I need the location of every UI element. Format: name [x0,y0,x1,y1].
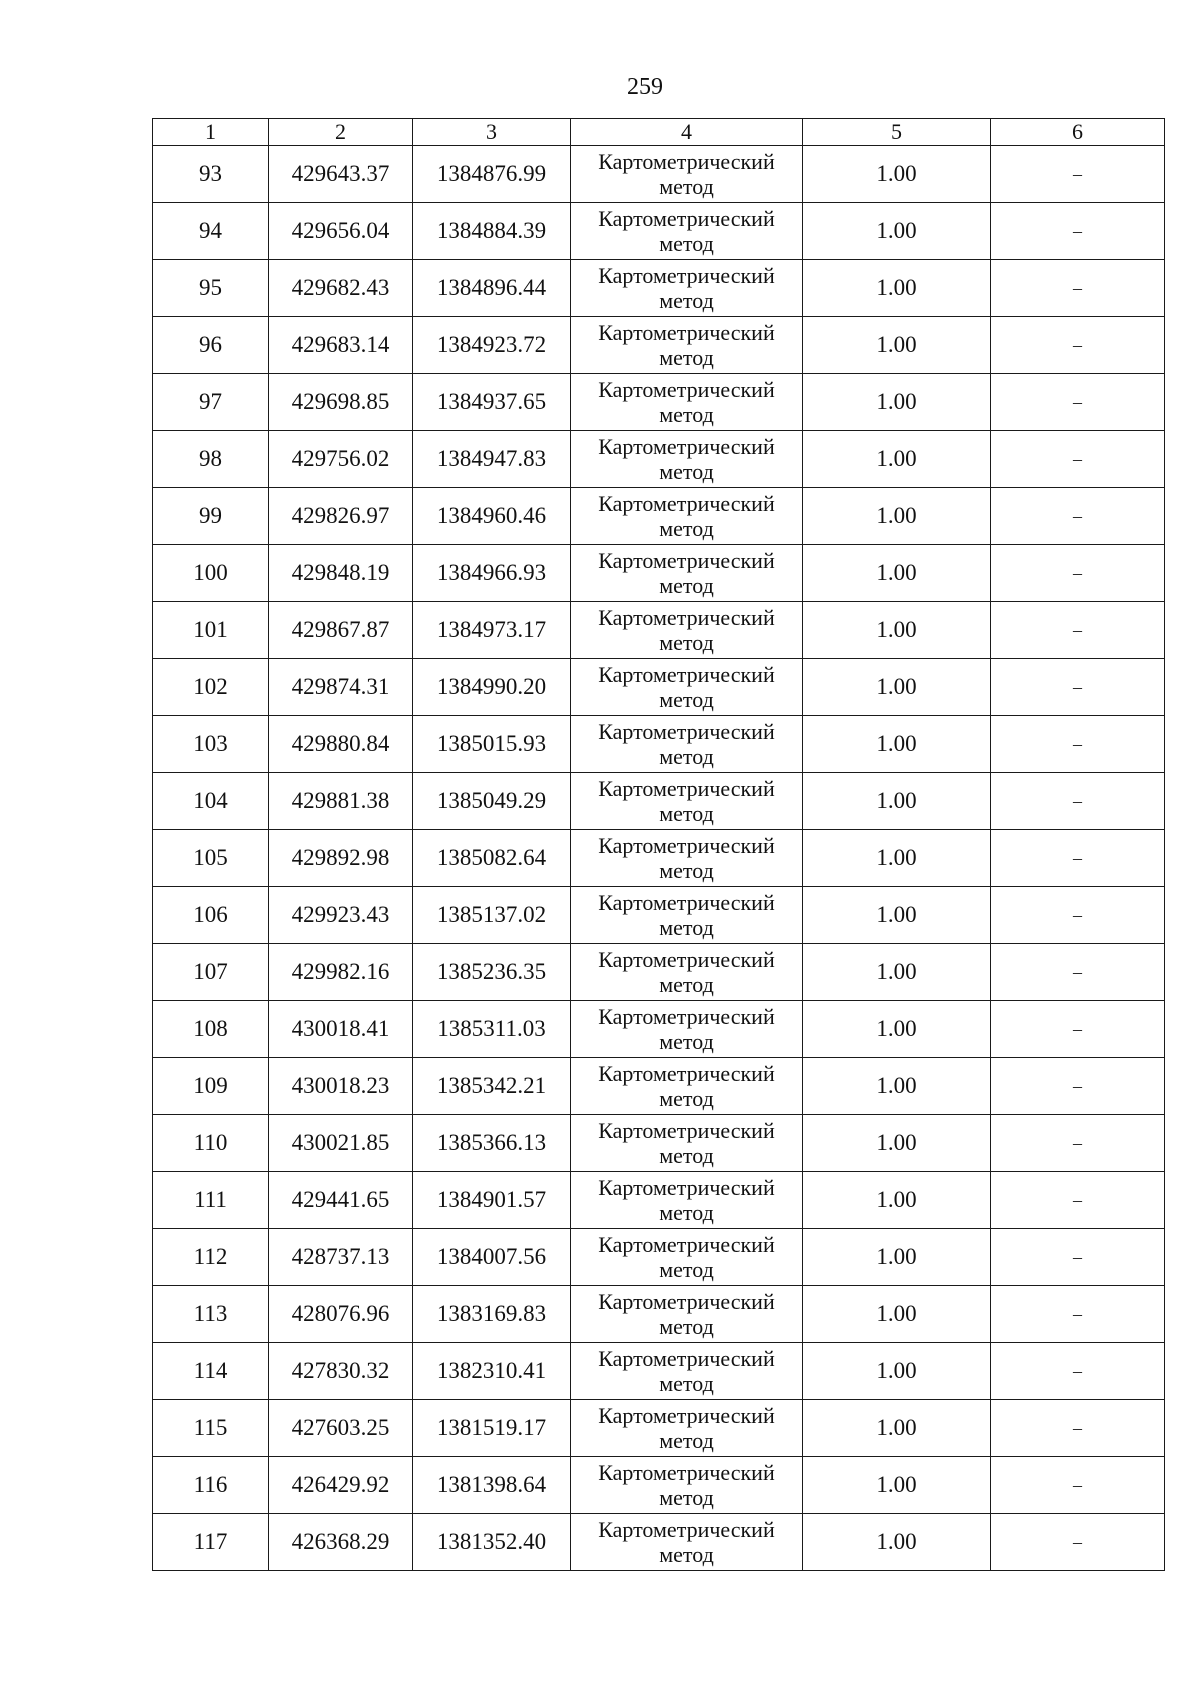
y-coordinate-cell: 1384896.44 [413,260,571,317]
method-cell: Картометрический метод [571,374,803,431]
x-coordinate-cell: 429982.16 [269,944,413,1001]
x-coordinate-cell: 429682.43 [269,260,413,317]
x-coordinate-cell: 429881.38 [269,773,413,830]
method-cell: Картометрический метод [571,1172,803,1229]
x-coordinate-cell: 429683.14 [269,317,413,374]
table-row [153,146,1165,203]
y-coordinate-cell: 1384937.65 [413,374,571,431]
x-coordinate-cell: 429698.85 [269,374,413,431]
note-cell: – [991,1457,1165,1514]
y-coordinate-cell: 1385137.02 [413,887,571,944]
method-cell: Картометрический метод [571,1343,803,1400]
note-cell: – [991,944,1165,1001]
y-coordinate-cell: 1384990.20 [413,659,571,716]
table-row [153,1229,1165,1286]
y-coordinate-cell: 1384966.93 [413,545,571,602]
accuracy-cell: 1.00 [803,203,991,260]
accuracy-cell: 1.00 [803,545,991,602]
method-cell: Картометрический метод [571,317,803,374]
point-number-cell: 114 [153,1343,269,1400]
table-body [153,146,1165,1571]
note-cell: – [991,1115,1165,1172]
table-row [153,1058,1165,1115]
method-cell: Картометрический метод [571,431,803,488]
note-cell: – [991,488,1165,545]
note-cell: – [991,431,1165,488]
column-header-accuracy: 5 [803,119,991,146]
accuracy-cell: 1.00 [803,716,991,773]
point-number-cell: 98 [153,431,269,488]
y-coordinate-cell: 1384884.39 [413,203,571,260]
x-coordinate-cell: 429656.04 [269,203,413,260]
y-coordinate-cell: 1385082.64 [413,830,571,887]
method-cell: Картометрический метод [571,1286,803,1343]
point-number-cell: 112 [153,1229,269,1286]
note-cell: – [991,1229,1165,1286]
point-number-cell: 117 [153,1514,269,1571]
note-cell: – [991,1001,1165,1058]
note-cell: – [991,146,1165,203]
point-number-cell: 102 [153,659,269,716]
method-cell: Картометрический метод [571,1058,803,1115]
point-number-cell: 106 [153,887,269,944]
y-coordinate-cell: 1384923.72 [413,317,571,374]
method-cell: Картометрический метод [571,1115,803,1172]
accuracy-cell: 1.00 [803,602,991,659]
method-cell: Картометрический метод [571,203,803,260]
table-row [153,488,1165,545]
note-cell: – [991,374,1165,431]
point-number-cell: 107 [153,944,269,1001]
table-row [153,1286,1165,1343]
y-coordinate-cell: 1384876.99 [413,146,571,203]
x-coordinate-cell: 428737.13 [269,1229,413,1286]
point-number-cell: 105 [153,830,269,887]
point-number-cell: 110 [153,1115,269,1172]
table-row [153,1001,1165,1058]
accuracy-cell: 1.00 [803,1286,991,1343]
y-coordinate-cell: 1383169.83 [413,1286,571,1343]
accuracy-cell: 1.00 [803,431,991,488]
y-coordinate-cell: 1384901.57 [413,1172,571,1229]
point-number-cell: 97 [153,374,269,431]
note-cell: – [991,887,1165,944]
accuracy-cell: 1.00 [803,1001,991,1058]
y-coordinate-cell: 1385366.13 [413,1115,571,1172]
method-cell: Картометрический метод [571,1001,803,1058]
x-coordinate-cell: 429643.37 [269,146,413,203]
column-header-point-number: 1 [153,119,269,146]
x-coordinate-cell: 430018.23 [269,1058,413,1115]
method-cell: Картометрический метод [571,1457,803,1514]
y-coordinate-cell: 1381519.17 [413,1400,571,1457]
y-coordinate-cell: 1384947.83 [413,431,571,488]
column-header-x-coordinate: 2 [269,119,413,146]
accuracy-cell: 1.00 [803,887,991,944]
x-coordinate-cell: 429892.98 [269,830,413,887]
x-coordinate-cell: 429880.84 [269,716,413,773]
accuracy-cell: 1.00 [803,1400,991,1457]
method-cell: Картометрический метод [571,1400,803,1457]
point-number-cell: 116 [153,1457,269,1514]
method-cell: Картометрический метод [571,1229,803,1286]
point-number-cell: 111 [153,1172,269,1229]
point-number-cell: 113 [153,1286,269,1343]
method-cell: Картометрический метод [571,1514,803,1571]
table-row [153,545,1165,602]
accuracy-cell: 1.00 [803,488,991,545]
accuracy-cell: 1.00 [803,830,991,887]
point-number-cell: 93 [153,146,269,203]
point-number-cell: 108 [153,1001,269,1058]
note-cell: – [991,602,1165,659]
x-coordinate-cell: 430018.41 [269,1001,413,1058]
accuracy-cell: 1.00 [803,1229,991,1286]
table-row [153,1400,1165,1457]
method-cell: Картометрический метод [571,716,803,773]
method-cell: Картометрический метод [571,659,803,716]
column-header-method: 4 [571,119,803,146]
x-coordinate-cell: 428076.96 [269,1286,413,1343]
y-coordinate-cell: 1384973.17 [413,602,571,659]
table-row [153,260,1165,317]
note-cell: – [991,203,1165,260]
x-coordinate-cell: 429867.87 [269,602,413,659]
table-row [153,1343,1165,1400]
accuracy-cell: 1.00 [803,260,991,317]
note-cell: – [991,830,1165,887]
y-coordinate-cell: 1385236.35 [413,944,571,1001]
method-cell: Картометрический метод [571,488,803,545]
y-coordinate-cell: 1384960.46 [413,488,571,545]
table-row [153,944,1165,1001]
point-number-cell: 101 [153,602,269,659]
table-row [153,773,1165,830]
note-cell: – [991,545,1165,602]
accuracy-cell: 1.00 [803,1172,991,1229]
column-header-y-coordinate: 3 [413,119,571,146]
y-coordinate-cell: 1384007.56 [413,1229,571,1286]
accuracy-cell: 1.00 [803,146,991,203]
x-coordinate-cell: 426429.92 [269,1457,413,1514]
note-cell: – [991,260,1165,317]
accuracy-cell: 1.00 [803,659,991,716]
point-number-cell: 100 [153,545,269,602]
point-number-cell: 115 [153,1400,269,1457]
y-coordinate-cell: 1381398.64 [413,1457,571,1514]
note-cell: – [991,1514,1165,1571]
y-coordinate-cell: 1385049.29 [413,773,571,830]
y-coordinate-cell: 1382310.41 [413,1343,571,1400]
x-coordinate-cell: 429826.97 [269,488,413,545]
table-header [153,119,1165,146]
accuracy-cell: 1.00 [803,1514,991,1571]
table-row [153,1457,1165,1514]
y-coordinate-cell: 1385342.21 [413,1058,571,1115]
table-row [153,431,1165,488]
x-coordinate-cell: 429756.02 [269,431,413,488]
method-cell: Картометрический метод [571,830,803,887]
y-coordinate-cell: 1385311.03 [413,1001,571,1058]
x-coordinate-cell: 429874.31 [269,659,413,716]
x-coordinate-cell: 429848.19 [269,545,413,602]
note-cell: – [991,317,1165,374]
table-row [153,659,1165,716]
accuracy-cell: 1.00 [803,1115,991,1172]
x-coordinate-cell: 430021.85 [269,1115,413,1172]
accuracy-cell: 1.00 [803,374,991,431]
table-row [153,887,1165,944]
point-number-cell: 94 [153,203,269,260]
method-cell: Картометрический метод [571,602,803,659]
method-cell: Картометрический метод [571,545,803,602]
coordinates-table [152,118,1165,1571]
accuracy-cell: 1.00 [803,944,991,1001]
table-row [153,1115,1165,1172]
table-row [153,716,1165,773]
note-cell: – [991,659,1165,716]
method-cell: Картометрический метод [571,944,803,1001]
y-coordinate-cell: 1381352.40 [413,1514,571,1571]
x-coordinate-cell: 427830.32 [269,1343,413,1400]
point-number-cell: 109 [153,1058,269,1115]
note-cell: – [991,1286,1165,1343]
point-number-cell: 104 [153,773,269,830]
table-row [153,602,1165,659]
x-coordinate-cell: 426368.29 [269,1514,413,1571]
table-row [153,1172,1165,1229]
table-row [153,1514,1165,1571]
x-coordinate-cell: 429441.65 [269,1172,413,1229]
accuracy-cell: 1.00 [803,317,991,374]
method-cell: Картометрический метод [571,887,803,944]
note-cell: – [991,1172,1165,1229]
header-row [153,119,1165,146]
x-coordinate-cell: 427603.25 [269,1400,413,1457]
table-row [153,317,1165,374]
table-row [153,374,1165,431]
y-coordinate-cell: 1385015.93 [413,716,571,773]
note-cell: – [991,1343,1165,1400]
note-cell: – [991,716,1165,773]
table-row [153,830,1165,887]
point-number-cell: 99 [153,488,269,545]
point-number-cell: 96 [153,317,269,374]
note-cell: – [991,773,1165,830]
accuracy-cell: 1.00 [803,1343,991,1400]
point-number-cell: 95 [153,260,269,317]
accuracy-cell: 1.00 [803,1058,991,1115]
table-row [153,203,1165,260]
page-number: 259 [627,74,663,100]
method-cell: Картометрический метод [571,260,803,317]
column-header-note: 6 [991,119,1165,146]
x-coordinate-cell: 429923.43 [269,887,413,944]
note-cell: – [991,1058,1165,1115]
note-cell: – [991,1400,1165,1457]
method-cell: Картометрический метод [571,146,803,203]
method-cell: Картометрический метод [571,773,803,830]
accuracy-cell: 1.00 [803,773,991,830]
accuracy-cell: 1.00 [803,1457,991,1514]
point-number-cell: 103 [153,716,269,773]
